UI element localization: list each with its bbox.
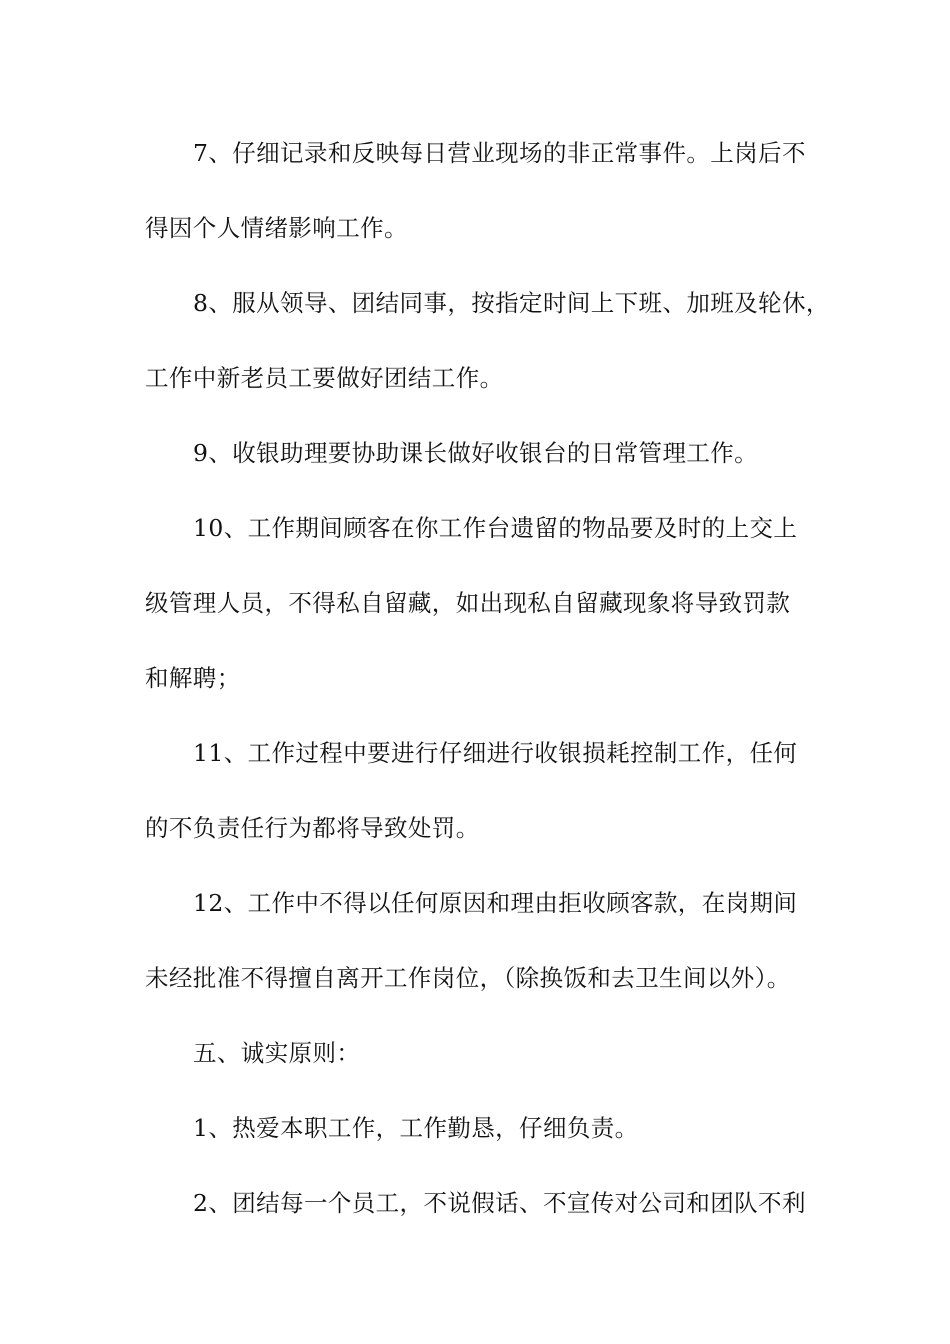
rule-7-line-1: 7、仔细记录和反映每日营业现场的非正常事件。上岗后不 (193, 139, 806, 167)
honesty-rule-2-line-1: 2、团结每一个员工，不说假话、不宣传对公司和团队不利 (193, 1189, 806, 1217)
rule-10-line-2: 级管理人员，不得私自留藏，如出现私自留藏现象将导致罚款 (145, 589, 791, 617)
section-heading-5: 五、诚实原则： (193, 1039, 361, 1067)
honesty-rule-1-line-1: 1、热爱本职工作，工作勤恳，仔细负责。 (193, 1114, 639, 1142)
rule-9-line-1: 9、收银助理要协助课长做好收银台的日常管理工作。 (193, 439, 759, 467)
rule-12-line-1: 12、工作中不得以任何原因和理由拒收顾客款，在岗期间 (193, 889, 798, 917)
rule-10-line-3: 和解聘； (145, 664, 241, 692)
rule-7-line-2: 得因个人情绪影响工作。 (145, 214, 408, 242)
rule-12-line-2: 未经批准不得擅自离开工作岗位，（除换饭和去卫生间以外）。 (145, 964, 791, 992)
rule-11-line-2: 的不负责任行为都将导致处罚。 (145, 814, 480, 842)
rule-8-line-1: 8、服从领导、团结同事，按指定时间上下班、加班及轮休， (193, 289, 830, 317)
rule-10-line-1: 10、工作期间顾客在你工作台遗留的物品要及时的上交上 (193, 514, 798, 542)
rule-8-line-2: 工作中新老员工要做好团结工作。 (145, 364, 504, 392)
rule-11-line-1: 11、工作过程中要进行仔细进行收银损耗控制工作，任何 (193, 739, 798, 767)
